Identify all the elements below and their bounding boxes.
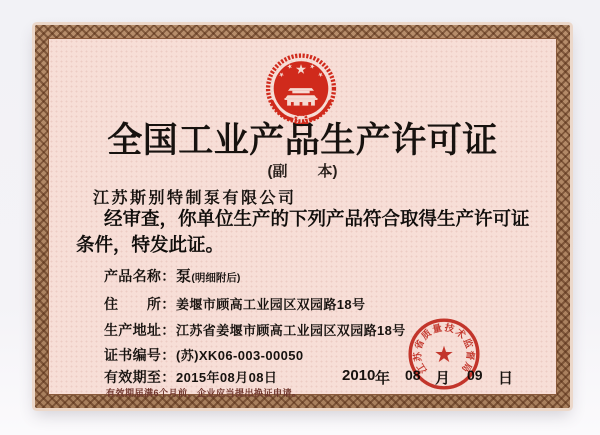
issue-date-day: 09 [467, 367, 483, 383]
field-value-certificate-number: (苏)XK06-003-00050 [176, 348, 304, 363]
certificate-paper [48, 38, 557, 398]
field-label-residence: 住 所： [104, 296, 176, 312]
field-label-valid-until: 有效期至： [104, 369, 176, 385]
certificate-subtitle: (副 本) [267, 163, 338, 180]
field-label-certificate-number: 证书编号： [104, 347, 176, 363]
issue-date-day-unit: 日 [498, 370, 514, 387]
field-value-product-note: (明细附后) [191, 272, 241, 284]
seal-star-icon [435, 346, 452, 362]
renewal-note: 有效期届满6个月前，企业应当提出换证申请。 [106, 388, 302, 398]
company-name: 江苏斯别特制泵有限公司 [93, 190, 297, 207]
body-text-line-2: 条件，特发此证。 [76, 234, 225, 255]
field-label-product-name: 产品名称： [104, 268, 176, 284]
certificate-title: 全国工业产品生产许可证 [107, 121, 498, 160]
field-value-product-name: 泵 [176, 268, 192, 285]
field-label-production-address: 生产地址： [104, 322, 176, 338]
official-seal [406, 316, 482, 392]
field-value-residence: 姜堰市顾高工业园区双园路18号 [176, 297, 366, 312]
seal-text: 江苏省质量技术监督局 [412, 322, 476, 376]
body-text-line-1: 经审查，你单位生产的下列产品符合取得生产许可证 [104, 208, 530, 229]
field-row-certificate-number [104, 345, 303, 365]
certificate [35, 25, 570, 408]
field-value-valid-until: 2015年08月08日 [176, 370, 278, 385]
field-row-production-address [104, 320, 406, 340]
issue-date-year: 2010 [342, 367, 376, 384]
national-emblem-icon [262, 53, 340, 131]
field-row-product-name [104, 265, 240, 286]
field-row-residence [104, 294, 365, 314]
issue-date-year-unit: 年 [375, 370, 391, 387]
issue-date-month: 08 [405, 367, 421, 383]
issue-date-month-unit: 月 [435, 370, 451, 387]
field-value-production-address: 江苏省姜堰市顾高工业园区双园路18号 [176, 323, 406, 338]
field-row-valid-until [104, 367, 277, 387]
